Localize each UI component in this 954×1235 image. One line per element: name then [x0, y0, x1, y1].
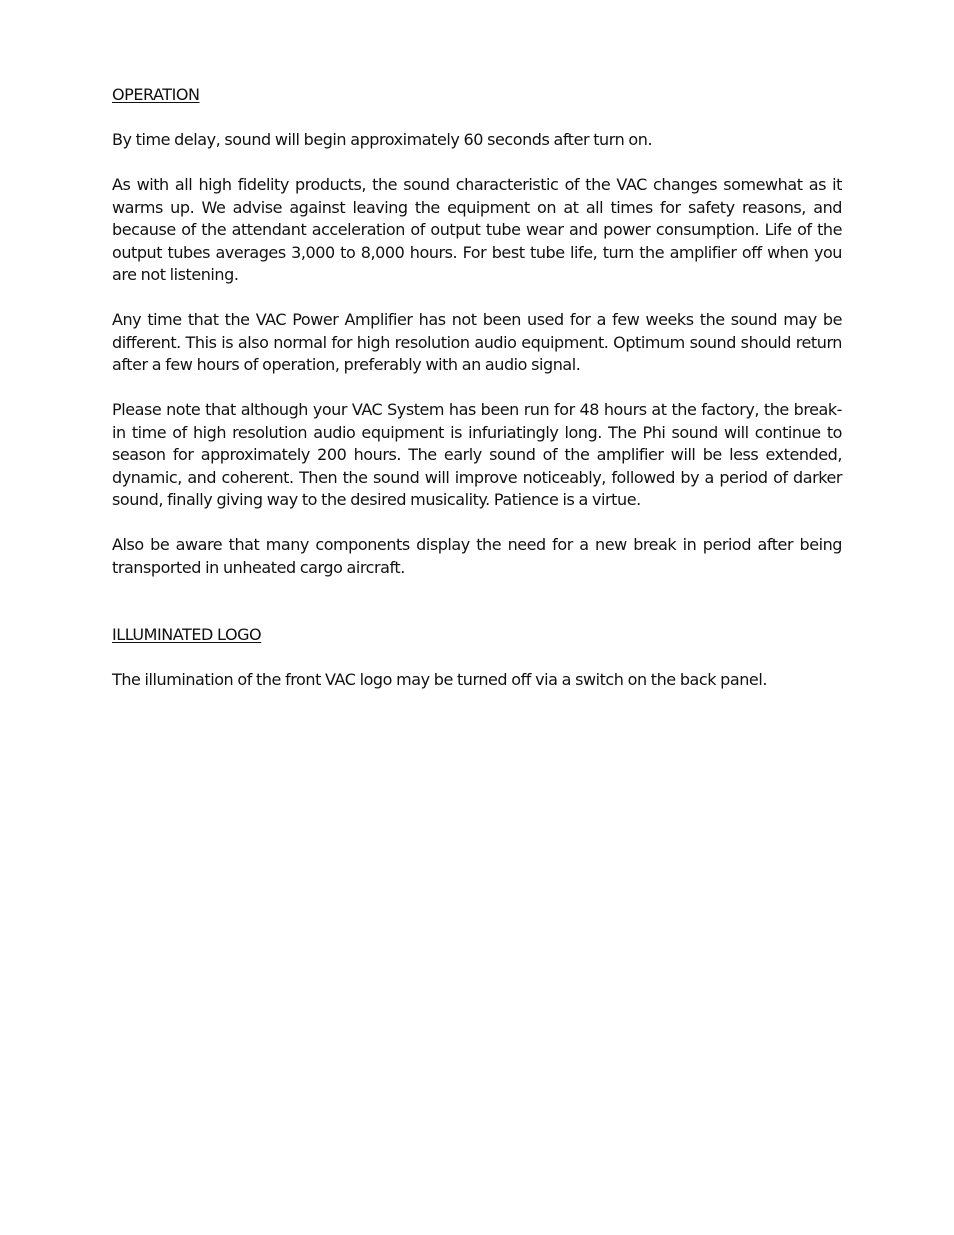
operation-heading: OPERATION: [112, 85, 200, 104]
operation-paragraph-warm-up: As with all high fidelity products, the sound characteristic of the VAC changes somewhat as it warms up. We advise against leaving the equipment on at all times for safety reasons, and because of the attendant acceleration of output tube wear and power consumption. Life of the output tubes averages 3,000 to 8,000 hours. For best tube life, turn the amplifier off when you are not listening.: [112, 175, 842, 284]
document-page: [112, 84, 842, 692]
operation-paragraph-break-in: Please note that although your VAC System has been run for 48 hours at the factory, the break-in time of high resolution audio equipment is infuriatingly long. The Phi sound will continue to season for approximately 200 hours. The early sound of the amplifier will be less extended, dynamic, and coherent. Then the sound will improve noticeably, followed by a period of darker sound, finally giving way to the desired musicality. Patience is a virtue.: [112, 400, 842, 509]
operation-section: [112, 84, 842, 579]
illuminated-logo-heading: ILLUMINATED LOGO: [112, 625, 262, 644]
operation-paragraph-transport: Also be aware that many components display the need for a new break in period after being transported in unheated cargo aircraft.: [112, 535, 842, 577]
illuminated-logo-paragraph: The illumination of the front VAC logo may be turned off via a switch on the back panel.: [112, 670, 767, 689]
illuminated-logo-section: [112, 624, 842, 692]
operation-paragraph-turn-on-delay: By time delay, sound will begin approximately 60 seconds after turn on.: [112, 130, 653, 149]
operation-paragraph-unused-period: Any time that the VAC Power Amplifier has not been used for a few weeks the sound may be different. This is also normal for high resolution audio equipment. Optimum sound should return after a few hours of operation, preferably with an audio signal.: [112, 310, 842, 374]
